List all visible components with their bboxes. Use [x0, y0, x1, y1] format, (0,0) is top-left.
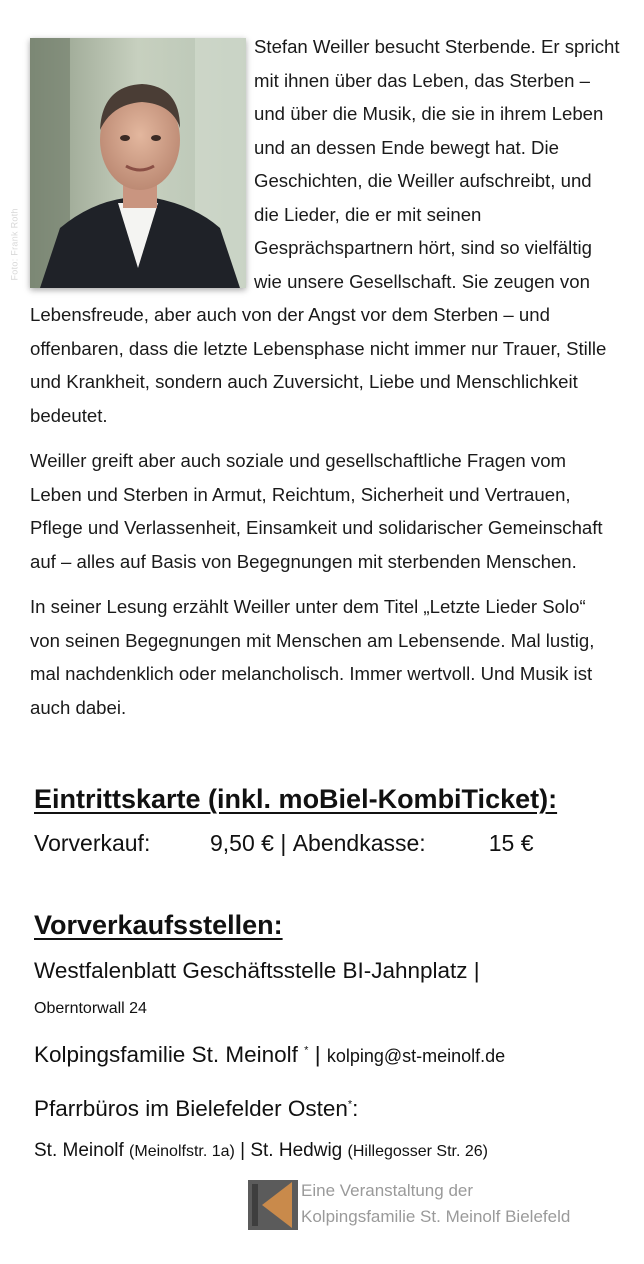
intro-paragraph-3: In seiner Lesung erzählt Weiller unter dem Titel „Letzte Lieder Solo“ von seinen Begegnungen mit Menschen am Lebensende. Mal lustig, mal nachdenklich oder melancholisch. Immer wertvoll. Und Musik ist auch dabei. — [30, 596, 595, 718]
photo-credit: Foto: Frank Roth — [9, 207, 20, 280]
intro-section — [9, 30, 620, 736]
outlet-parishes-heading — [34, 1096, 358, 1122]
organizer-line-2: Kolpingsfamilie St. Meinolf Bielefeld — [301, 1207, 571, 1226]
outlets-heading: Vorverkaufsstellen: — [34, 910, 283, 940]
outlet-westfalenblatt-address: Oberntorwall 24 — [34, 1000, 147, 1017]
portrait-image — [30, 38, 246, 288]
parish-separator: | — [240, 1140, 246, 1161]
organizer-footer — [248, 1178, 628, 1234]
price-row — [34, 830, 533, 857]
parish-meinolf-address: (Meinolfstr. 1a) — [129, 1143, 235, 1160]
price-separator: | — [280, 830, 287, 856]
kolping-logo-icon — [248, 1180, 298, 1230]
ticket-heading: Eintrittskarte (inkl. moBiel-KombiTicket): — [34, 784, 558, 814]
parish-hedwig: St. Hedwig — [250, 1140, 343, 1161]
parishes-colon: : — [352, 1096, 359, 1121]
kolping-name: Kolpingsfamilie St. Meinolf — [34, 1042, 298, 1067]
organizer-text — [301, 1178, 570, 1230]
box-office-price: 15 € — [488, 830, 534, 856]
presale-label: Vorverkauf: — [34, 830, 151, 856]
box-office-label: Abendkasse: — [292, 830, 426, 856]
parish-hedwig-address: (Hillegosser Str. 26) — [347, 1143, 489, 1160]
intro-paragraph-1: Stefan Weiller besucht Sterbende. Er spricht mit ihnen über das Leben, das Sterben – und über die Musik, die sie in ihrem Leben und an dessen Ende bewegt hat. Die Geschichten, die Weiller aufschreibt, und die Lieder, die er mit seinen Gesprächspartnern hört, sind so vielfältig wie unsere Gesellschaft. Sie zeugen von Lebensfreude, aber auch von der Angst vor dem Sterben – und offenbaren, dass die letzte Lebensphase nicht immer nur Trauer, Stille und Krankheit, sondern auch Zuversicht, Liebe und Menschlichkeit bedeutet. — [30, 36, 620, 426]
kolping-separator: | — [314, 1042, 321, 1067]
parishes-heading-text: Pfarrbüros im Bielefelder Osten — [34, 1096, 348, 1121]
speaker-photo — [9, 38, 246, 288]
outlet-parishes — [34, 1140, 488, 1162]
presale-price: 9,50 € — [210, 830, 274, 856]
parish-meinolf: St. Meinolf — [34, 1140, 124, 1161]
parishes-footnote-mark: * — [347, 1098, 353, 1111]
kolping-footnote-mark: * — [304, 1044, 309, 1057]
intro-paragraph-2: Weiller greift aber auch soziale und gesellschaftliche Fragen vom Leben und Sterben in Armut, Reichtum, Sicherheit und Vertrauen, Pflege und Verlassenheit, Einsamkeit und solidarischer Gemeinschaft auf – alles auf Basis von Begegnungen mit sterbenden Menschen. — [30, 450, 603, 572]
outlet-kolping — [34, 1042, 505, 1068]
outlet-westfalenblatt: Westfalenblatt Geschäftsstelle BI-Jahnplatz | — [34, 958, 480, 983]
organizer-line-1: Eine Veranstaltung der — [301, 1181, 474, 1200]
kolping-email[interactable]: kolping@st-meinolf.de — [326, 1046, 506, 1066]
